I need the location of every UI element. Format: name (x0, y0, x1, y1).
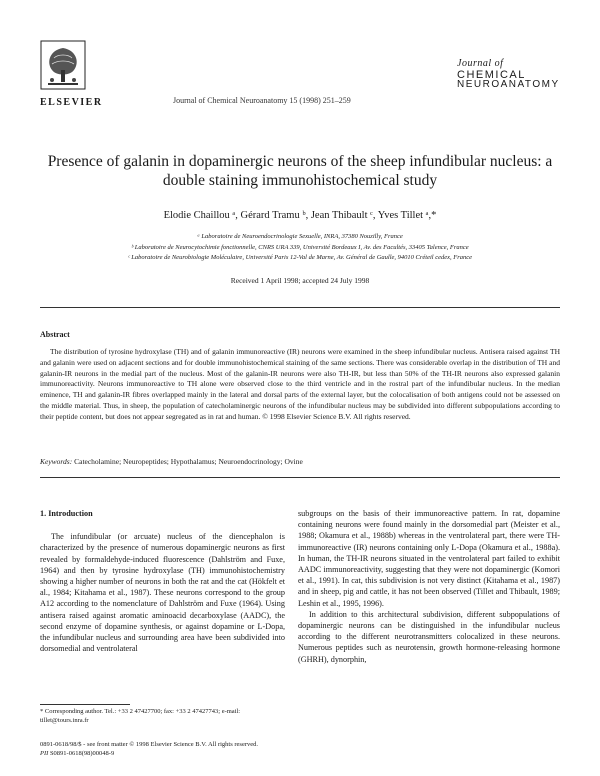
journal-logo-line3: NEUROANATOMY (457, 79, 560, 90)
intro-paragraph-2: subgroups on the basis of their immunoreactive pattern. In rat, dopamine containing neurons were found mainly in the dorsomedial part (Meister et al., 1988; Okamura et al., 1988b) whereas in the ventrolateral part, there were TH-immunoreactive (IR) neurons containing only L-Dopa (Okamura et al., 1988a). In human, the TH-IR neurons situated in the ventrolateral part failed to exhibit AADC immunoreactivity, suggesting that they were not dopaminergic (Komori et al., 1991). In cat, this subdivision is not very distinct (Kitahama et al., 1987) and in sheep, pig and cattle, it has not been observed (Tillet and Thibault, 1989; Leshin et al., 1995, 1996). (298, 509, 560, 608)
publisher-name: ELSEVIER (40, 97, 103, 108)
article-title: Presence of galanin in dopaminergic neurons of the sheep infundibular nucleus: a double staining immunohistochemical study (47, 153, 553, 189)
pii-label: PII (40, 750, 49, 757)
journal-logo (457, 58, 560, 90)
left-column (40, 508, 285, 654)
copyright-block (40, 740, 560, 758)
corresponding-author-footnote: * Corresponding author. Tel.: +33 2 47427700; fax: +33 2 47427743; e-mail: tillet@tours.inra.fr (40, 708, 241, 724)
author-list: Elodie Chaillou ᵃ, Gérard Tramu ᵇ, Jean Thibault ᶜ, Yves Tillet ᵃ,* (163, 210, 437, 221)
divider-bottom (40, 477, 560, 478)
abstract-text: The distribution of tyrosine hydroxylase (TH) and of galanin immunoreactive (IR) neurons were examined in the sheep infundibular nucleus. Antisera raised against TH and galanin were used on adjacent sections and for double immunohistochemical staining of the same sections. There was considerable overlap in the distribution of TH and galanin-IR neurons in the medial part of the nucleus. Most of the galanin-IR neurons were also TH-IR, but less than 50% of the TH-IR neurons also expressed galanin immunoreactivity. Neurons immunoreactive to TH alone were observed close to the third ventricle and in the rostral part of the infundibular nucleus. In the median eminence, TH and galanin-IR fibres overlapped mainly in the lateral and dorsal parts of the external layer, but the colocalisation of both antigens could not be assessed on the middle material. Thus, in sheep, the population of catecholaminergic neurons of the infundibular nucleus may be subdivided into different subpopulations according to their peptide content, but does not appear segregated as in rat and human. © 1998 Elsevier Science B.V. All rights reserved. (40, 347, 560, 421)
affiliations (40, 232, 560, 264)
elsevier-tree-icon (40, 40, 86, 90)
journal-logo-line2: CHEMICAL (457, 69, 526, 81)
journal-citation: Journal of Chemical Neuroanatomy 15 (1998) 251–259 (173, 96, 351, 105)
affiliation-b: ᵇ Laboratoire de Neurocytochimie fonctionnelle, CNRS URA 339, Université Bordeaux I, Av. des Facultés, 33405 Talence, France (131, 243, 469, 251)
keywords-label: Keywords: (40, 457, 73, 466)
intro-paragraph-3: In addition to this architectural subdivision, different subpopulations of dopaminergic neurons can be distinguished in the infundibular nucleus according to the different neurotransmitters colocalized in these neurons. Numerous peptides such as neurotensin, growth hormone-releasing hormone (GHRH), dynorphin, (298, 609, 560, 664)
abstract-heading: Abstract (40, 330, 70, 339)
divider-top (40, 307, 560, 308)
keywords-list: Catecholamine; Neuropeptides; Hypothalamus; Neuroendocrinology; Ovine (74, 457, 303, 466)
right-column (298, 508, 560, 665)
section-heading: 1. Introduction (40, 509, 93, 518)
received-dates: Received 1 April 1998; accepted 24 July 1998 (230, 276, 370, 285)
journal-logo-line1: Journal of (457, 58, 504, 69)
publisher-logo (40, 40, 103, 108)
keywords-line (40, 457, 560, 466)
footnote-rule (40, 704, 130, 705)
intro-paragraph-1: The infundibular (or arcuate) nucleus of the diencephalon is characterized by the presence of numerous dopaminergic neurons as first revealed by formaldehyde-induced fluorescence (Dahlström and Fuxe, 1964) and then by tyrosine hydroxylase (TH) immunohistochemistry showing a higher number of neurons in both the rat and the cat (Hökfelt et al., 1984; Kitahama et al., 1987). These neurons correspond to the group A12 according to the nomenclature of Dahlström and Fuxe (1964). Using antisera raised against aromatic aminoacid decarboxylase (AADC), the second enzyme of dopamine synthesis, or against dopamine or L-Dopa, the infundibular nucleus and surrounding area have been subdivided into dorsomedial and ventrolateral (40, 532, 285, 654)
affiliation-a: ᵃ Laboratoire de Neuroendocrinologie Sexuelle, INRA, 37380 Nouzilly, France (197, 233, 403, 240)
copyright-line: 0891-0618/98/$ - see front matter © 1998 Elsevier Science B.V. All rights reserved. (40, 741, 259, 748)
pii-line (40, 749, 560, 758)
affiliation-c: ᶜ Laboratoire de Neurobiologie Moléculaire, Université Paris 12-Val de Marne, Av. Général de Gaulle, 94010 Créteil cedex, France (127, 254, 473, 261)
pii-value: S0891-0618(98)00048-9 (49, 750, 115, 757)
